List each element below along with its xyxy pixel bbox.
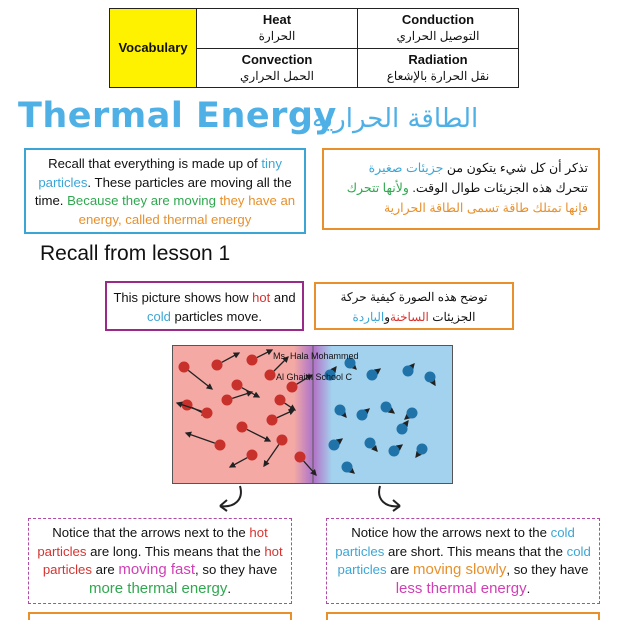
recall-box-arabic <box>322 148 600 230</box>
hot-particle <box>222 395 233 406</box>
cold-particle <box>329 440 340 451</box>
cold-particle <box>403 366 414 377</box>
hot-particle <box>275 395 286 406</box>
hot-particle <box>247 355 258 366</box>
picture-box-arabic <box>314 282 514 330</box>
vocab-term-ar: نقل الحرارة بالإشعاع <box>386 68 490 83</box>
recall-box-english <box>24 148 306 234</box>
note-moving-slowly: moving slowly <box>413 561 507 578</box>
vocabulary-label: Vocabulary <box>110 9 197 88</box>
recall-energy: they have an energy, called thermal energy <box>78 193 296 227</box>
note-cold-particles: cold particles <box>335 525 575 559</box>
note-text: are short. This means that the <box>384 543 567 559</box>
cold-particle <box>389 446 400 457</box>
vocab-term-conduction <box>358 9 519 49</box>
recall-moving-ar: ولأنها تتحرك <box>346 181 409 195</box>
hot-particle <box>295 452 306 463</box>
cold-particle <box>367 370 378 381</box>
note-text: are <box>91 562 119 577</box>
recall-text-ar: تذكر أن كل شيء يتكون من <box>443 161 588 175</box>
recall-moving: Because they are moving <box>67 193 216 208</box>
vocab-term-heat <box>197 9 358 49</box>
note-hot-particles: hot particles <box>42 543 283 577</box>
note-cold-particles: cold particles <box>337 543 591 577</box>
cold-curved-arrow <box>372 484 412 516</box>
hot-particle <box>237 422 248 433</box>
watermark-line1: Ms. Hala Mohammed <box>273 351 359 361</box>
note-text: . <box>227 580 232 596</box>
vocab-term-en: Conduction <box>401 12 475 28</box>
picture-box-english <box>105 281 304 331</box>
hot-particle <box>202 408 213 419</box>
picture-hot: hot <box>252 290 271 305</box>
hot-particle <box>247 450 258 461</box>
particle-diagram <box>172 345 453 484</box>
cold-particle <box>342 462 353 473</box>
vocab-term-en: Heat <box>262 12 292 28</box>
cold-particle <box>425 372 436 383</box>
note-text: are long. This means that the <box>86 543 265 559</box>
lesson-heading: Recall from lesson 1 <box>40 242 231 265</box>
cold-particle <box>357 410 368 421</box>
watermark-line2: Al Ghaith School C <box>276 372 353 382</box>
vocab-term-en: Convection <box>241 51 313 67</box>
picture-text: particles move. <box>170 309 262 324</box>
recall-tiny-particles: tiny particles <box>38 156 282 190</box>
recall-text: . These particles are moving all the time. <box>34 174 292 208</box>
note-text: Notice that the arrows next to the <box>52 525 250 540</box>
hot-particle <box>215 440 226 451</box>
page-title-arabic: الطاقة الحرارية <box>312 104 479 134</box>
vocab-term-ar: الحمل الحراري <box>240 68 314 83</box>
picture-text-ar: و <box>384 310 391 324</box>
hot-particles-note <box>28 518 292 604</box>
hot-particle <box>179 362 190 373</box>
vocab-term-en: Radiation <box>408 51 468 67</box>
cold-particle <box>417 444 428 455</box>
hot-curved-arrow <box>210 484 250 516</box>
note-text: are <box>386 562 413 577</box>
hot-particle <box>232 380 243 391</box>
recall-text-ar: تتحرك هذه الجزيئات طوال الوقت. <box>408 181 588 195</box>
note-text: . <box>526 580 531 596</box>
note-text: , so they have <box>195 562 278 577</box>
hot-particle <box>287 382 298 393</box>
note-less-thermal-energy: less thermal energy <box>395 579 527 597</box>
hot-particle <box>212 360 223 371</box>
picture-hot-ar: الساخنة <box>390 310 429 324</box>
hot-particle <box>265 370 276 381</box>
hot-particle <box>267 415 278 426</box>
hot-region <box>172 345 313 484</box>
page-title: Thermal Energy <box>18 96 337 136</box>
picture-text: This picture shows how <box>113 290 253 305</box>
recall-text: Recall that everything is made up of <box>48 156 262 171</box>
next-box-left <box>28 612 292 620</box>
hot-particle <box>277 435 288 446</box>
vocab-term-radiation <box>358 48 519 88</box>
note-hot-particles: hot particles <box>37 525 268 559</box>
cold-region <box>313 345 453 484</box>
vocab-term-convection <box>197 48 358 88</box>
cold-particle <box>381 402 392 413</box>
next-box-right <box>326 612 600 620</box>
picture-text: and <box>270 290 296 305</box>
vocabulary-table <box>109 8 519 88</box>
note-more-thermal-energy: more thermal energy <box>88 579 228 597</box>
vocab-term-ar: الحرارة <box>258 29 296 44</box>
cold-particle <box>407 408 418 419</box>
cold-particle <box>365 438 376 449</box>
cold-particles-note <box>326 518 600 604</box>
note-moving-fast: moving fast <box>118 561 196 578</box>
picture-text-ar: توضح هذه الصورة كيفية حركة الجزيئات <box>340 290 488 324</box>
cold-particle <box>397 424 408 435</box>
picture-cold: cold <box>147 309 171 324</box>
recall-energy-ar: فإنها تمتلك طاقة تسمى الطاقة الحرارية <box>383 201 588 215</box>
recall-tiny-particles-ar: جزيئات صغيرة <box>368 161 444 175</box>
vocab-term-ar: التوصيل الحراري <box>396 29 480 44</box>
picture-cold-ar: الباردة <box>352 310 385 324</box>
note-text: , so they have <box>506 562 589 577</box>
note-text: Notice how the arrows next to the <box>351 525 551 540</box>
cold-particle <box>335 405 346 416</box>
